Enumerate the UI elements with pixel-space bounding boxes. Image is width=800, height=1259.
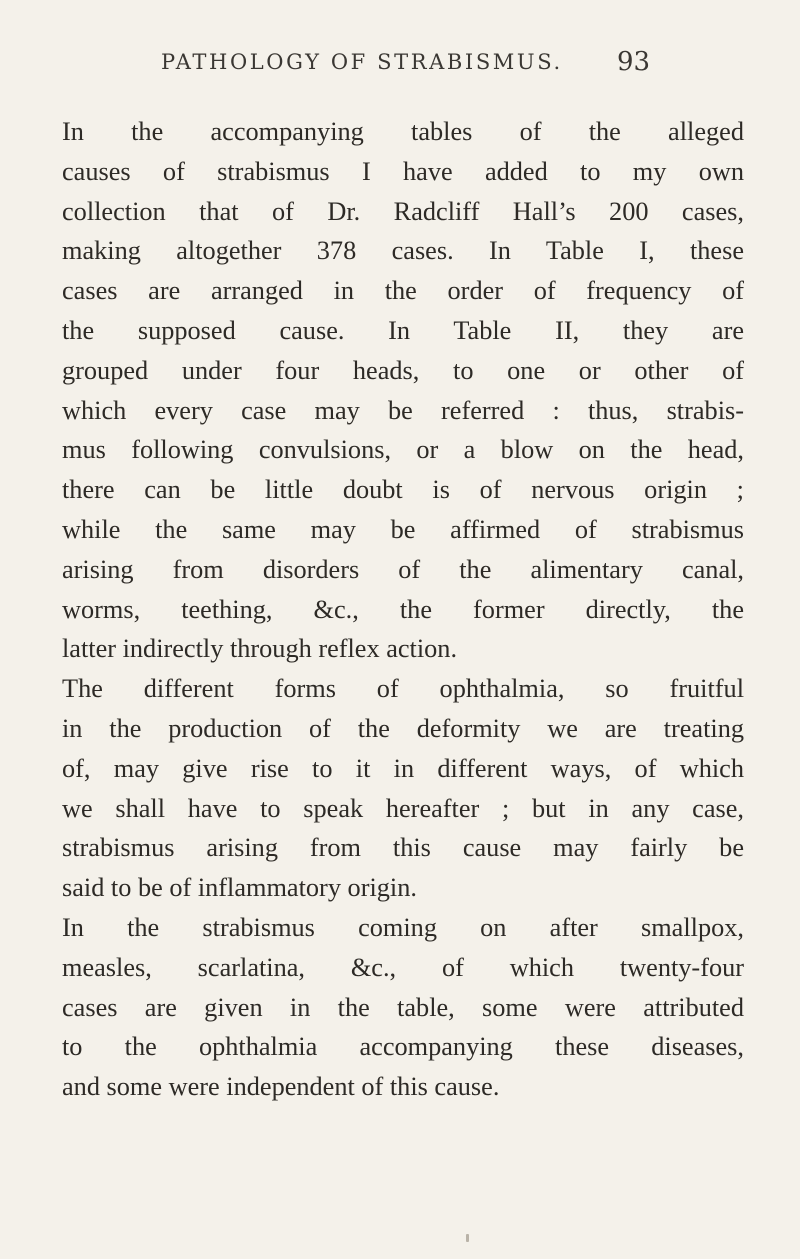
text-line: arising from disorders of the alimentary canal, xyxy=(62,554,744,584)
running-title: PATHOLOGY OF STRABISMUS. xyxy=(161,50,563,74)
text-line: while the same may be affirmed of strabismus xyxy=(62,514,744,544)
text-line: grouped under four heads, to one or other of xyxy=(62,355,744,385)
text-line: In the strabismus coming on after smallpox, xyxy=(62,912,744,942)
text-line: said to be of inflammatory origin. xyxy=(62,873,417,903)
text-line: strabismus arising from this cause may fairly be xyxy=(62,833,744,863)
text-line: and some were independent of this cause. xyxy=(62,1072,500,1102)
running-head xyxy=(0,47,800,80)
text-line: which every case may be referred : thus, strabis- xyxy=(62,395,744,425)
text-line: The different forms of ophthalmia, so fruitful xyxy=(62,674,744,704)
body-text xyxy=(62,112,744,1107)
text-line: we shall have to speak hereafter ; but in any case, xyxy=(62,793,744,823)
text-line: mus following convulsions, or a blow on the head, xyxy=(62,435,744,465)
text-line: to the ophthalmia accompanying these diseases, xyxy=(62,1032,744,1062)
text-line: worms, teething, &c., the former directly, the xyxy=(62,594,744,624)
text-line: latter indirectly through reflex action. xyxy=(62,634,458,664)
text-line: causes of strabismus I have added to my own xyxy=(62,156,744,186)
page-number: 93 xyxy=(617,47,651,77)
text-line: collection that of Dr. Radcliff Hall’s 200 cases, xyxy=(62,196,744,226)
text-line: in the production of the deformity we are treating xyxy=(62,713,744,743)
text-line: there can be little doubt is of nervous origin ; xyxy=(62,475,744,505)
text-line: cases are arranged in the order of frequency of xyxy=(62,276,744,306)
text-line: cases are given in the table, some were attributed xyxy=(62,992,744,1022)
text-line: the supposed cause. In Table II, they are xyxy=(62,315,744,345)
text-line: of, may give rise to it in different ways, of which xyxy=(62,753,744,783)
text-line: In the accompanying tables of the alleged xyxy=(62,117,744,146)
text-line: making altogether 378 cases. In Table I, these xyxy=(62,236,744,266)
paper-speck xyxy=(466,1234,469,1242)
text-line: measles, scarlatina, &c., of which twenty-four xyxy=(62,952,744,982)
